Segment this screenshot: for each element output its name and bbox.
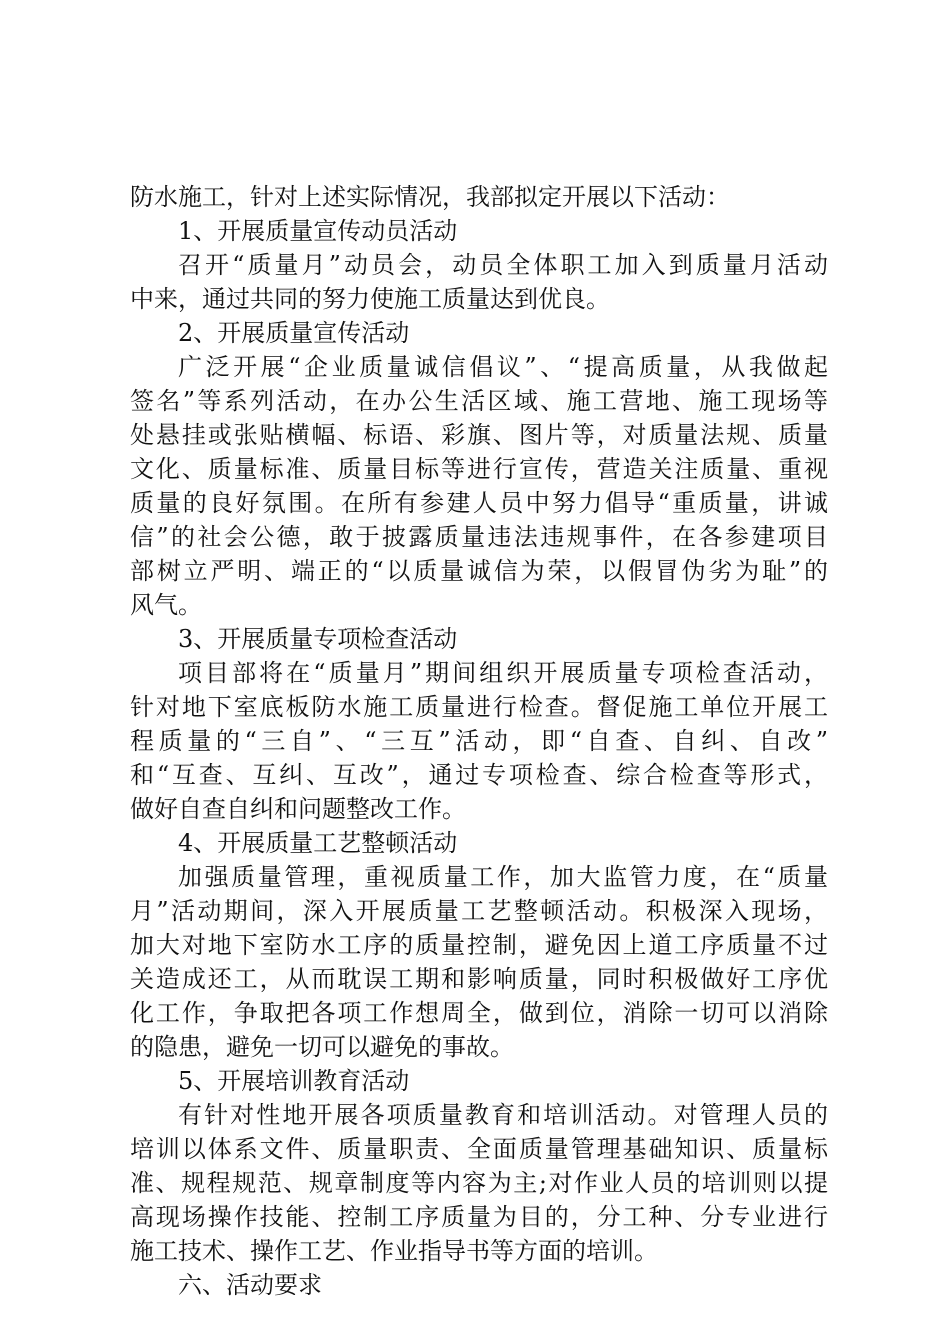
section-heading: 六、活动要求: [178, 1271, 322, 1299]
body-line: 和“互查、互纠、互改”，通过专项检查、综合检查等形式，: [130, 761, 828, 789]
body-line: 关造成还工，从而耽误工期和影响质量，同时积极做好工序优: [130, 965, 828, 993]
body-line: 广泛开展“企业质量诚信倡议”、“提高质量，从我做起: [178, 353, 828, 381]
body-line: 月”活动期间，深入开展质量工艺整顿活动。积极深入现场，: [130, 897, 828, 925]
body-line: 高现场操作技能、控制工序质量为目的，分工种、分专业进行: [130, 1203, 828, 1231]
body-line: 准、规程规范、规章制度等内容为主;对作业人员的培训则以提: [130, 1169, 828, 1197]
section-heading: 2、开展质量宣传活动: [178, 319, 410, 347]
body-line: 有针对性地开展各项质量教育和培训活动。对管理人员的: [178, 1101, 828, 1129]
body-line: 信”的社会公德，敢于披露质量违法违规事件，在各参建项目: [130, 523, 828, 551]
body-line: 签名”等系列活动，在办公生活区域、施工营地、施工现场等: [130, 387, 828, 415]
body-line: 加大对地下室防水工序的质量控制，避免因上道工序质量不过: [130, 931, 828, 959]
body-line: 处悬挂或张贴横幅、标语、彩旗、图片等，对质量法规、质量: [130, 421, 828, 449]
section-heading: 3、开展质量专项检查活动: [178, 625, 458, 653]
body-line: 程质量的“三自”、“三互”活动，即“自查、自纠、自改”: [130, 727, 828, 755]
body-line: 做好自查自纠和问题整改工作。: [130, 795, 466, 823]
body-line: 项目部将在“质量月”期间组织开展质量专项检查活动，: [178, 659, 828, 687]
body-line: 培训以体系文件、质量职责、全面质量管理基础知识、质量标: [130, 1135, 828, 1163]
body-line: 加强质量管理，重视质量工作，加大监管力度，在“质量: [178, 863, 828, 891]
body-line: 质量的良好氛围。在所有参建人员中努力倡导“重质量，讲诚: [130, 489, 828, 517]
body-line: 召开“质量月”动员会，动员全体职工加入到质量月活动: [178, 251, 828, 279]
section-heading: 5、开展培训教育活动: [178, 1067, 410, 1095]
body-line: 中来，通过共同的努力使施工质量达到优良。: [130, 285, 610, 313]
body-line: 部树立严明、端正的“以质量诚信为荣，以假冒伪劣为耻”的: [130, 557, 828, 585]
body-line: 文化、质量标准、质量目标等进行宣传，营造关注质量、重视: [130, 455, 828, 483]
section-heading: 4、开展质量工艺整顿活动: [178, 829, 458, 857]
body-line: 施工技术、操作工艺、作业指导书等方面的培训。: [130, 1237, 658, 1265]
body-line: 风气。: [130, 591, 202, 619]
section-heading: 1、开展质量宣传动员活动: [178, 217, 458, 245]
body-line: 防水施工，针对上述实际情况，我部拟定开展以下活动：: [130, 183, 730, 211]
body-line: 化工作，争取把各项工作想周全，做到位，消除一切可以消除: [130, 999, 828, 1027]
body-line: 针对地下室底板防水施工质量进行检查。督促施工单位开展工: [130, 693, 828, 721]
body-line: 的隐患，避免一切可以避免的事故。: [130, 1033, 514, 1061]
